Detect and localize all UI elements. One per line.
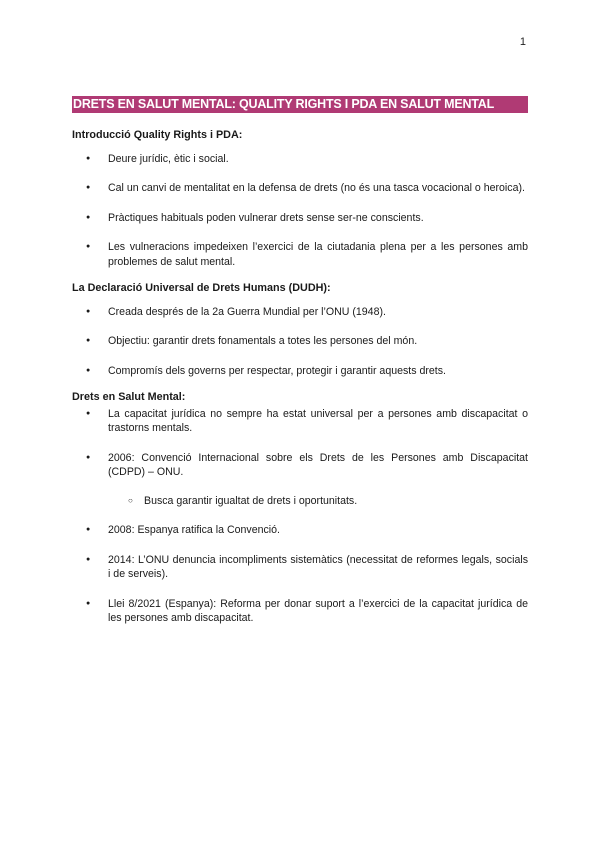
page-number: 1 xyxy=(519,36,526,48)
list-item: ● Les vulneracions impedeixen l’exercici de la ciutadania plena per a les persones amb problemes de salut mental. xyxy=(72,240,528,269)
list-item: ● 2014: L’ONU denuncia incompliments sistemàtics (necessitat de reformes legals, socials i de serveis). xyxy=(72,553,528,582)
bullet-list-salut-mental-cont xyxy=(72,523,528,626)
sub-list-wrapper xyxy=(108,494,528,509)
list-item: ● 2008: Espanya ratifica la Convenció. xyxy=(72,523,528,538)
section-heading-dudh: La Declaració Universal de Drets Humans (DUDH): xyxy=(72,282,331,294)
list-item: ● Llei 8/2021 (Espanya): Reforma per donar suport a l’exercici de la capacitat jurídica de les persones amb discapacitat. xyxy=(72,597,528,626)
list-item: ● La capacitat jurídica no sempre ha estat universal per a persones amb discapacitat o trastorns mentals. xyxy=(72,407,528,436)
list-item: ● Objectiu: garantir drets fonamentals a totes les persones del món. xyxy=(72,334,528,349)
list-item: ● Compromís dels governs per respectar, protegir i garantir aquests drets. xyxy=(72,364,528,379)
section-heading-introduccio: Introducció Quality Rights i PDA: xyxy=(72,129,243,141)
bullet-list-introduccio xyxy=(72,152,528,270)
list-item: ● Creada després de la 2a Guerra Mundial per l’ONU (1948). xyxy=(72,305,528,320)
list-item: ● Cal un canvi de mentalitat en la defensa de drets (no és una tasca vocacional o heroica). xyxy=(72,181,528,196)
section-heading-salut-mental: Drets en Salut Mental: xyxy=(72,391,186,403)
list-item: ● Deure jurídic, ètic i social. xyxy=(72,152,528,167)
list-item: ● Pràctiques habituals poden vulnerar drets sense ser-ne conscients. xyxy=(72,211,528,226)
bullet-list-salut-mental xyxy=(72,407,528,480)
bullet-list-dudh xyxy=(72,305,528,379)
sub-list-item: ○ Busca garantir igualtat de drets i oportunitats. xyxy=(108,494,528,509)
sub-bullet-list xyxy=(108,494,528,509)
document-title: DRETS EN SALUT MENTAL: QUALITY RIGHTS I PDA EN SALUT MENTAL xyxy=(72,96,528,113)
list-item: ● 2006: Convenció Internacional sobre els Drets de les Persones amb Discapacitat (CDPD) – ONU. xyxy=(72,451,528,480)
document-body xyxy=(72,128,528,626)
